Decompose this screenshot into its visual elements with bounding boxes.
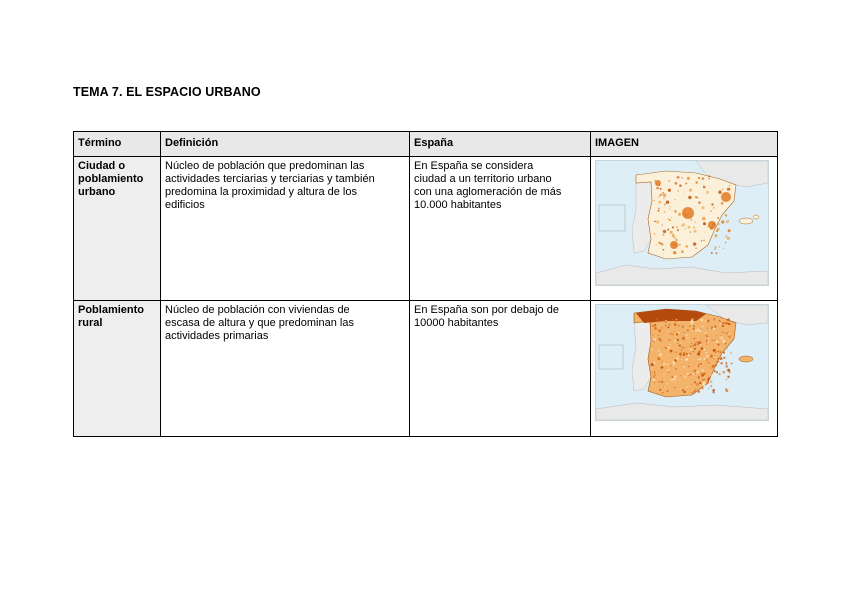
header-term: Término xyxy=(74,132,161,157)
definition-cell-urban xyxy=(161,157,410,301)
spain-cell-rural xyxy=(410,301,591,437)
term-line: urbano xyxy=(78,186,116,198)
term-line: Ciudad o xyxy=(78,160,126,172)
image-cell-rural xyxy=(591,301,778,437)
header-image: IMAGEN xyxy=(591,132,778,157)
page-title: TEMA 7. EL ESPACIO URBANO xyxy=(73,85,261,99)
definition-line: actividades terciarias y terciarias y también xyxy=(165,173,375,185)
spain-line: 10000 habitantes xyxy=(414,317,499,329)
table-header-row xyxy=(74,132,778,157)
spain-line: En España son por debajo de xyxy=(414,304,559,316)
glossary-table xyxy=(73,131,778,437)
table-row-urban xyxy=(74,157,778,301)
definition-line: actividades primarias xyxy=(165,330,269,342)
spain-line: ciudad a un territorio urbano xyxy=(414,173,552,185)
spain-line: En España se considera xyxy=(414,160,534,172)
table-row-rural xyxy=(74,301,778,437)
spain-cell-urban xyxy=(410,157,591,301)
map-rural-population-spain-icon xyxy=(595,304,769,421)
term-line: rural xyxy=(78,317,103,329)
definition-line: escasa de altura y que predominan las xyxy=(165,317,354,329)
spain-line: 10.000 habitantes xyxy=(414,199,502,211)
term-line: poblamiento xyxy=(78,173,144,185)
definition-line: predomina la proximidad y altura de los xyxy=(165,186,357,198)
map-urban-population-spain-icon xyxy=(595,160,769,286)
image-cell-urban xyxy=(591,157,778,301)
term-line: Poblamiento xyxy=(78,304,145,316)
definition-line: Núcleo de población con viviendas de xyxy=(165,304,350,316)
definition-line: Núcleo de población que predominan las xyxy=(165,160,365,172)
definition-line: edificios xyxy=(165,199,205,211)
header-definition: Definición xyxy=(161,132,410,157)
header-spain: España xyxy=(410,132,591,157)
definition-cell-rural xyxy=(161,301,410,437)
term-cell-urban xyxy=(74,157,161,301)
term-cell-rural xyxy=(74,301,161,437)
spain-line: con una aglomeración de más xyxy=(414,186,562,198)
